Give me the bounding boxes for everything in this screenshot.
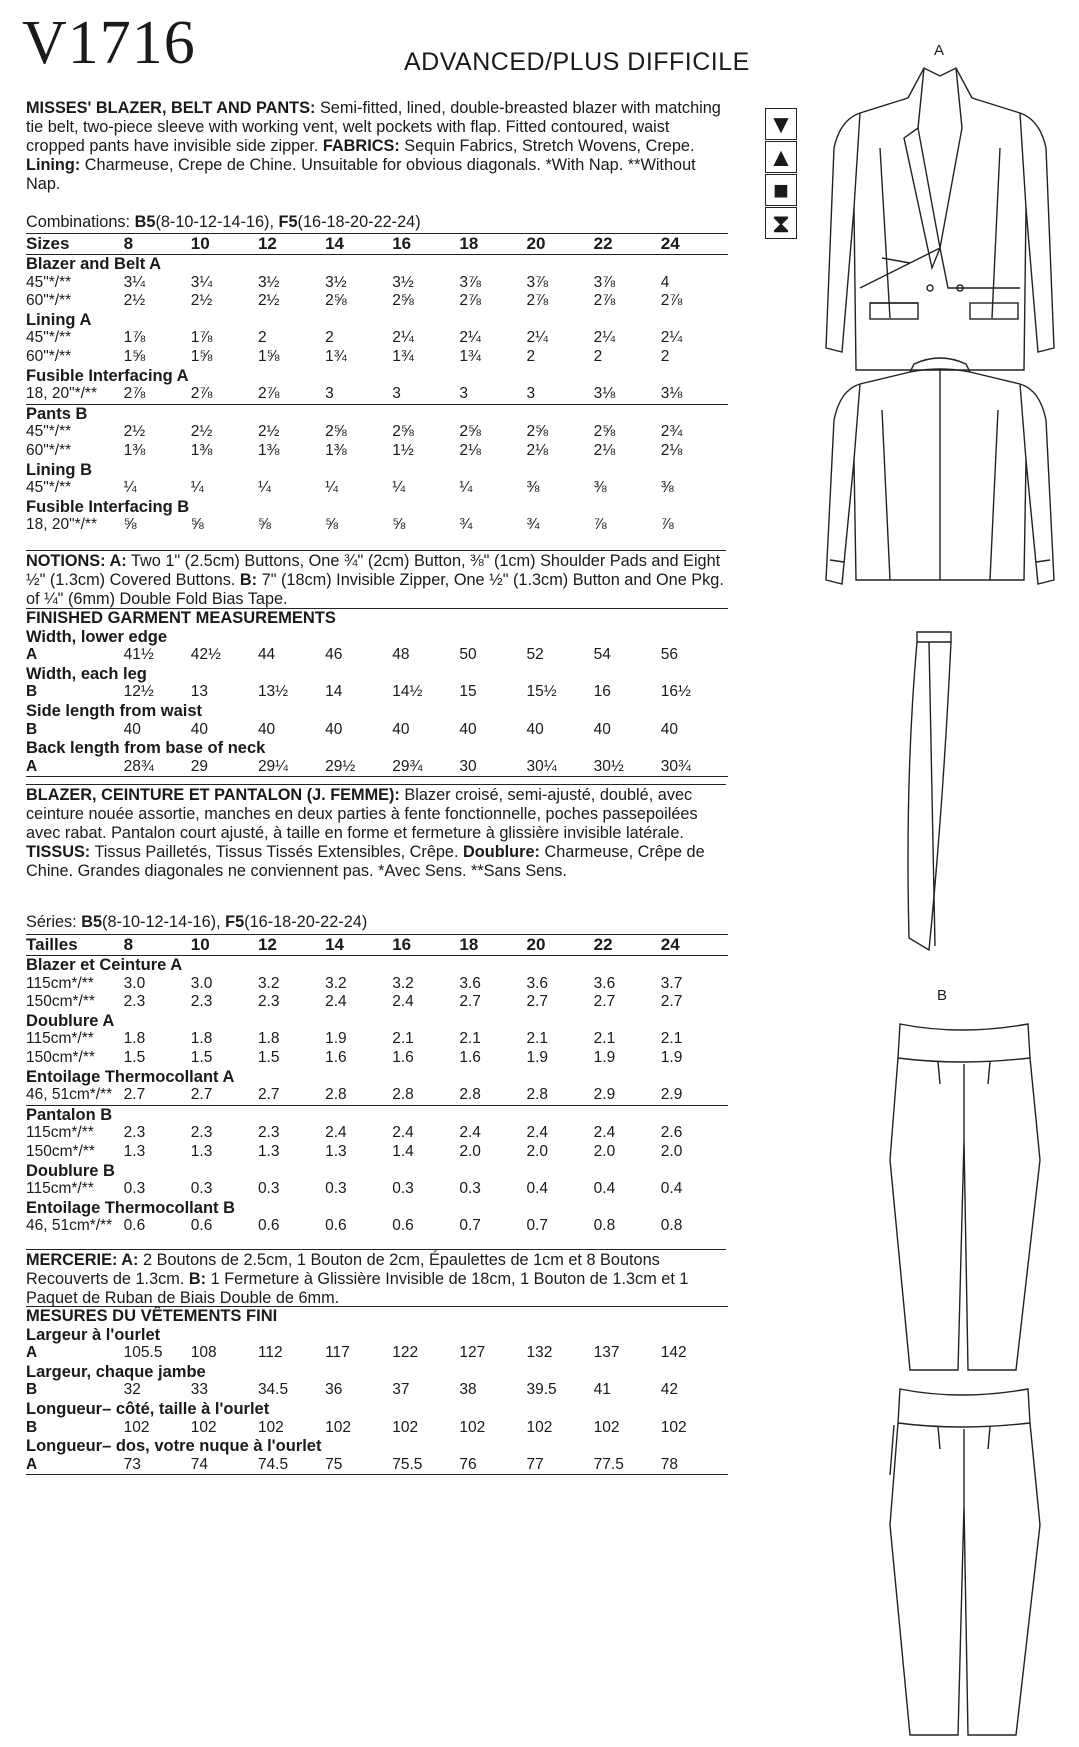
- yardage-row: 46, 51cm*/** 2.7 2.7 2.7 2.8 2.8 2.8 2.8 2.9 2.9: [26, 1086, 683, 1104]
- blazer-back-sketch: [820, 350, 1060, 605]
- english-yardage-table: [26, 233, 728, 535]
- difficulty-level: ADVANCED/PLUS DIFFICILE: [404, 48, 750, 76]
- yardage-row: 115cm*/** 3.0 3.0 3.2 3.2 3.2 3.6 3.6 3.6 3.7: [26, 974, 683, 992]
- fabric-group-row: Pantalon B: [26, 1105, 728, 1124]
- yardage-row: 150cm*/** 1.3 1.3 1.3 1.3 1.4 2.0 2.0 2.0 2.0: [26, 1142, 683, 1160]
- fabric-group-row: Blazer et Ceinture A: [26, 956, 183, 974]
- nap-legend: [765, 108, 799, 240]
- english-notions: NOTIONS: A: Two 1" (2.5cm) Buttons, One ¾" (2cm) Button, ⅜" (1cm) Shoulder Pads and Eight ½" (1.3cm) Covered Buttons. B: 7" (18cm) Invisible Zipper, One ½" (1.3cm) Button and One Pkg. of ¼" (6mm) Double Fold Bias Tape.: [26, 550, 726, 609]
- fabric-group-row: Pants B: [26, 404, 728, 423]
- measurement-row: A 28¾ 29 29¼ 29½ 29¾ 30 30¼ 30½ 30¾: [26, 757, 691, 775]
- french-combinations: Séries: B5(8-10-12-14-16), F5(16-18-20-22-24): [26, 913, 368, 931]
- english-description: MISSES' BLAZER, BELT AND PANTS: Semi-fitted, lined, double-breasted blazer with matching tie belt, two-piece sleeve with working vent, welt pockets with flap. Fitted contoured, waist cropped pants have invisible side zipper. FABRICS: Sequin Fabrics, Stretch Wovens, Crepe. Lining: Charmeuse, Crepe de Chine. Unsuitable for obvious diagonals. *With Nap. **Without Nap.: [26, 99, 721, 193]
- triangle-down-icon: ▼: [765, 108, 797, 140]
- table-end-rule: [26, 777, 728, 780]
- view-a-label: A: [934, 42, 945, 59]
- measurement-title-row: Longueur– côté, taille à l'ourlet: [26, 1399, 270, 1418]
- measurement-title-row: Width, lower edge: [26, 627, 168, 646]
- french-yardage-table: [26, 934, 728, 1236]
- fabric-group-row: Entoilage Thermocollant A: [26, 1067, 235, 1086]
- yardage-row: 150cm*/** 1.5 1.5 1.5 1.6 1.6 1.6 1.9 1.9 1.9: [26, 1048, 683, 1066]
- yardage-row: 60"*/** 1⅜ 1⅜ 1⅜ 1⅜ 1½ 2⅛ 2⅛ 2⅛ 2⅛: [26, 441, 683, 459]
- fabric-group-row: Blazer and Belt A: [26, 255, 162, 273]
- english-combinations: Combinations: B5(8-10-12-14-16), F5(16-18-20-22-24): [26, 213, 421, 231]
- yardage-row: 45"*/** 2½ 2½ 2½ 2⅝ 2⅝ 2⅝ 2⅝ 2⅝ 2¾: [26, 423, 683, 441]
- fabric-group-row: Fusible Interfacing A: [26, 366, 189, 385]
- measurement-title-row: Largeur, chaque jambe: [26, 1362, 206, 1381]
- finished-title-row: MESURES DU VÊTEMENTS FINI: [26, 1307, 728, 1326]
- square-icon: ■: [765, 174, 797, 206]
- yardage-row: 45"*/** 1⅞ 1⅞ 2 2 2¼ 2¼ 2¼ 2¼ 2¼: [26, 329, 683, 347]
- french-title: BLAZER, CEINTURE ET PANTALON (J. FEMME):: [26, 786, 400, 804]
- hourglass-icon: ⧗: [765, 207, 797, 239]
- yardage-row: 115cm*/** 1.8 1.8 1.8 1.9 2.1 2.1 2.1 2.1 2.1: [26, 1030, 683, 1048]
- yardage-row: 45"*/** 3¼ 3¼ 3½ 3½ 3½ 3⅞ 3⅞ 3⅞ 4: [26, 273, 670, 291]
- french-notions: MERCERIE: A: 2 Boutons de 2.5cm, 1 Bouton de 2cm, Épaulettes de 1cm et 8 Boutons Recouverts de 1.3cm. B: 1 Fermeture à Glissière Invisible de 18cm, 1 Bouton de 1.3cm et 1 Paquet de Ruban de Biais Double de 6mm.: [26, 1249, 726, 1308]
- yardage-row: 115cm*/** 0.3 0.3 0.3 0.3 0.3 0.3 0.4 0.4 0.4: [26, 1180, 683, 1198]
- belt-sketch: [895, 628, 975, 958]
- yardage-row: 115cm*/** 2.3 2.3 2.3 2.4 2.4 2.4 2.4 2.4 2.6: [26, 1124, 683, 1142]
- measurement-row: B 32 33 34.5 36 37 38 39.5 41 42: [26, 1381, 679, 1399]
- yardage-row: 18, 20"*/** ⅝ ⅝ ⅝ ⅝ ⅝ ¾ ¾ ⅞ ⅞: [26, 516, 674, 534]
- yardage-row: 60"*/** 2½ 2½ 2½ 2⅝ 2⅝ 2⅞ 2⅞ 2⅞ 2⅞: [26, 292, 683, 310]
- fabric-group-row: Doublure A: [26, 1011, 115, 1030]
- fabric-group-row: Entoilage Thermocollant B: [26, 1198, 236, 1217]
- french-finished-measurements: [26, 1306, 728, 1477]
- measurement-title-row: Side length from waist: [26, 701, 203, 720]
- triangle-up-icon: ▲: [765, 141, 797, 173]
- measurement-title-row: Longueur– dos, votre nuque à l'ourlet: [26, 1437, 322, 1456]
- fabric-group-row: Lining A: [26, 310, 92, 329]
- measurement-title-row: Back length from base of neck: [26, 739, 266, 758]
- english-title: MISSES' BLAZER, BELT AND PANTS:: [26, 99, 316, 117]
- table-end-rule: [26, 1475, 728, 1478]
- yardage-row: 46, 51cm*/** 0.6 0.6 0.6 0.6 0.6 0.7 0.7 0.8 0.8: [26, 1217, 683, 1235]
- english-finished-measurements: [26, 608, 728, 779]
- measurement-row: A 41½ 42½ 44 46 48 50 52 54 56: [26, 646, 679, 664]
- yardage-row: 60"*/** 1⅝ 1⅝ 1⅝ 1¾ 1¾ 1¾ 2 2 2: [26, 347, 670, 365]
- size-header-row: Tailles 8 10 12 14 16 18 20 22 24: [26, 935, 728, 956]
- yardage-row: 18, 20"*/** 2⅞ 2⅞ 2⅞ 3 3 3 3 3⅛ 3⅛: [26, 385, 683, 403]
- measurement-row: B 40 40 40 40 40 40 40 40 40: [26, 720, 679, 738]
- french-description: BLAZER, CEINTURE ET PANTALON (J. FEMME): Blazer croisé, semi-ajusté, doublé, avec ceinture nouée assortie, manches en deux parties à fente fonctionnelle, poches passepoilées avec rabat. Pantalon court ajusté, à taille en forme et fermeture à glissière invisible latérale. TISSUS: Tissus Pailletés, Tissus Tissés Extensibles, Crêpe. Doublure: Charmeuse, Crêpe de Chine. Grandes diagonales ne conviennent pas. *Avec Sens. **Sans Sens.: [26, 784, 726, 881]
- measurement-row: A 105.5 108 112 117 122 127 132 137 142: [26, 1344, 687, 1362]
- measurement-title-row: Width, each leg: [26, 664, 147, 683]
- fabric-group-row: Lining B: [26, 460, 92, 479]
- size-header-row: Sizes 8 10 12 14 16 18 20 22 24: [26, 234, 728, 255]
- yardage-row: 150cm*/** 2.3 2.3 2.3 2.4 2.4 2.7 2.7 2.7 2.7: [26, 993, 683, 1011]
- view-b-label: B: [937, 987, 948, 1004]
- measurement-title-row: Largeur à l'ourlet: [26, 1325, 161, 1344]
- finished-title-row: FINISHED GARMENT MEASUREMENTS: [26, 609, 728, 628]
- measurement-row: B 102 102 102 102 102 102 102 102 102: [26, 1418, 687, 1436]
- blazer-front-sketch: [820, 58, 1060, 388]
- fabric-group-row: Doublure B: [26, 1161, 115, 1180]
- pattern-number: V1716: [22, 9, 196, 77]
- measurement-row: A 73 74 74.5 75 75.5 76 77 77.5 78: [26, 1455, 679, 1473]
- pants-back-sketch: [880, 1385, 1050, 1740]
- pants-front-sketch: [880, 1020, 1050, 1375]
- fabric-group-row: Fusible Interfacing B: [26, 497, 190, 516]
- yardage-row: 45"*/** ¼ ¼ ¼ ¼ ¼ ¼ ⅜ ⅜ ⅜: [26, 479, 674, 497]
- measurement-row: B 12½ 13 13½ 14 14½ 15 15½ 16 16½: [26, 683, 691, 701]
